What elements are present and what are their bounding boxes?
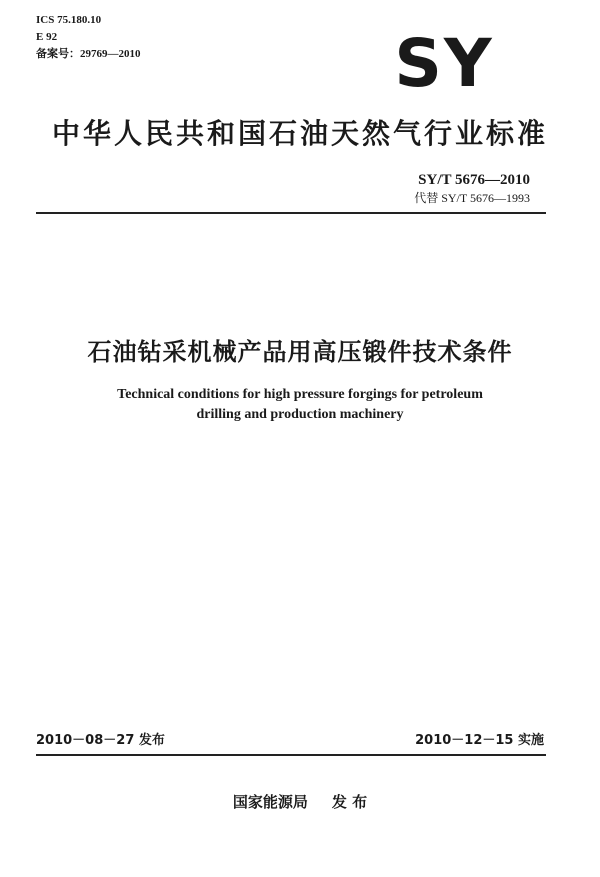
- issue-date: 2010－08－27 发布: [36, 733, 165, 748]
- standard-code-block: [414, 170, 530, 206]
- implementation-date: 2010－12－15 实施: [415, 733, 544, 748]
- classification-info: [36, 12, 141, 63]
- issuer-action: 发 布: [331, 793, 368, 811]
- document-title-chinese: 石油钻采机械产品用高压锻件技术条件: [87, 338, 513, 366]
- record-number: 备案号：29769—2010: [36, 48, 141, 60]
- svg-text:SY: SY: [394, 32, 494, 92]
- title-en-line-2: drilling and production machinery: [196, 407, 404, 422]
- issuing-authority: [0, 791, 600, 812]
- replaces-code: 代替 SY/T 5676—1993: [414, 191, 530, 205]
- bottom-divider: [36, 754, 546, 756]
- top-divider: [36, 212, 546, 214]
- standard-category-title: 中华人民共和国石油天然气行业标准: [51, 117, 548, 150]
- issuer-name: 国家能源局: [232, 793, 308, 811]
- standard-code: SY/T 5676—2010: [418, 172, 530, 188]
- ics-code: ICS 75.180.10: [36, 14, 102, 26]
- document-title-english: [0, 385, 600, 425]
- ccs-code: E 92: [36, 31, 58, 43]
- sy-logo: [388, 32, 500, 92]
- title-en-line-1: Technical conditions for high pressure forgings for petroleum: [117, 387, 483, 402]
